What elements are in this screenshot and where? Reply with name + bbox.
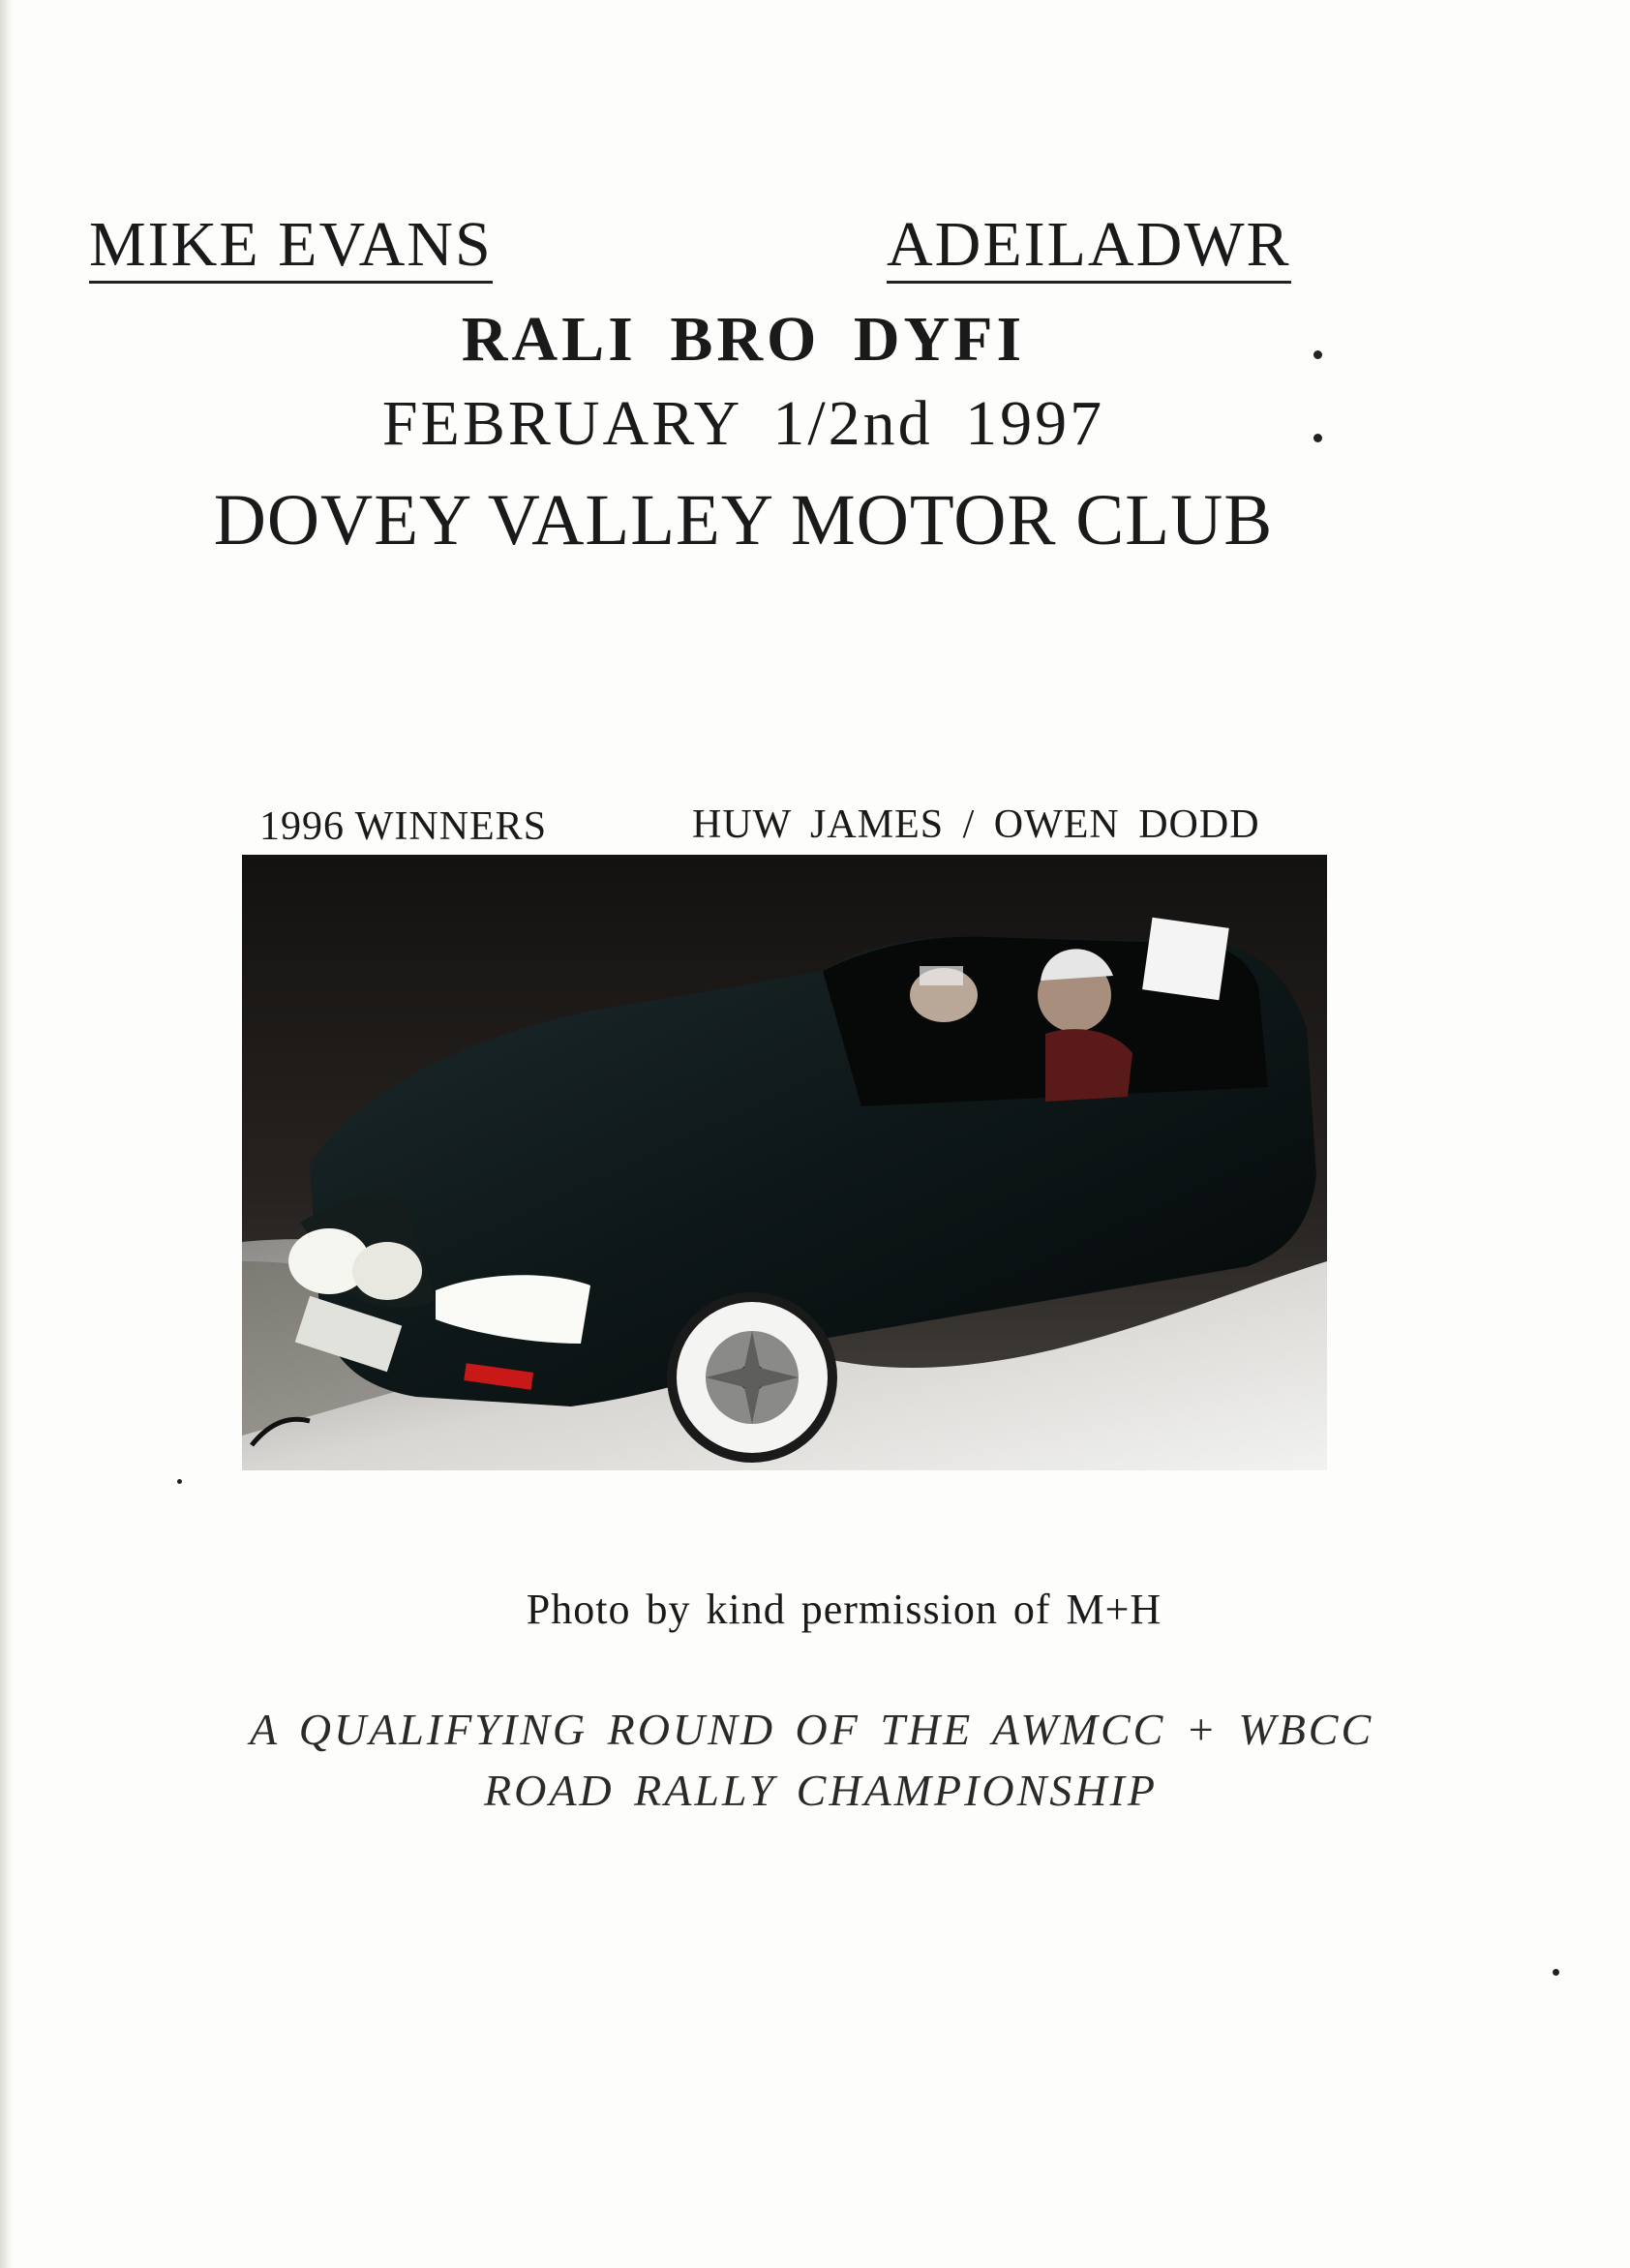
sponsor-name-text: MIKE EVANS [89,213,493,284]
championship-line-2: ROAD RALLY CHAMPIONSHIP [484,1766,1158,1815]
rally-car-photo [242,855,1327,1470]
stray-dot [1313,434,1322,442]
photo-caption-crew: HUW JAMES / OWEN DODD [692,802,1260,847]
event-title: RALI BRO DYFI [461,304,1026,375]
sponsor-trade [887,209,1291,284]
photo-credit: Photo by kind permission of M+H [526,1586,1162,1633]
event-date: FEBRUARY 1/2nd 1997 [381,388,1105,459]
photo-caption-winners: 1996 WINNERS [259,804,548,849]
championship-line-1: A QUALIFYING ROUND OF THE AWMCC + WBCC [250,1705,1374,1754]
stray-dot [1313,350,1322,359]
sponsor-trade-text: ADEILADWR [887,213,1291,284]
club-name: DOVEY VALLEY MOTOR CLUB [213,480,1274,560]
stray-dot [1553,1969,1559,1976]
sponsor-name [89,209,493,284]
stray-dot [177,1479,182,1484]
